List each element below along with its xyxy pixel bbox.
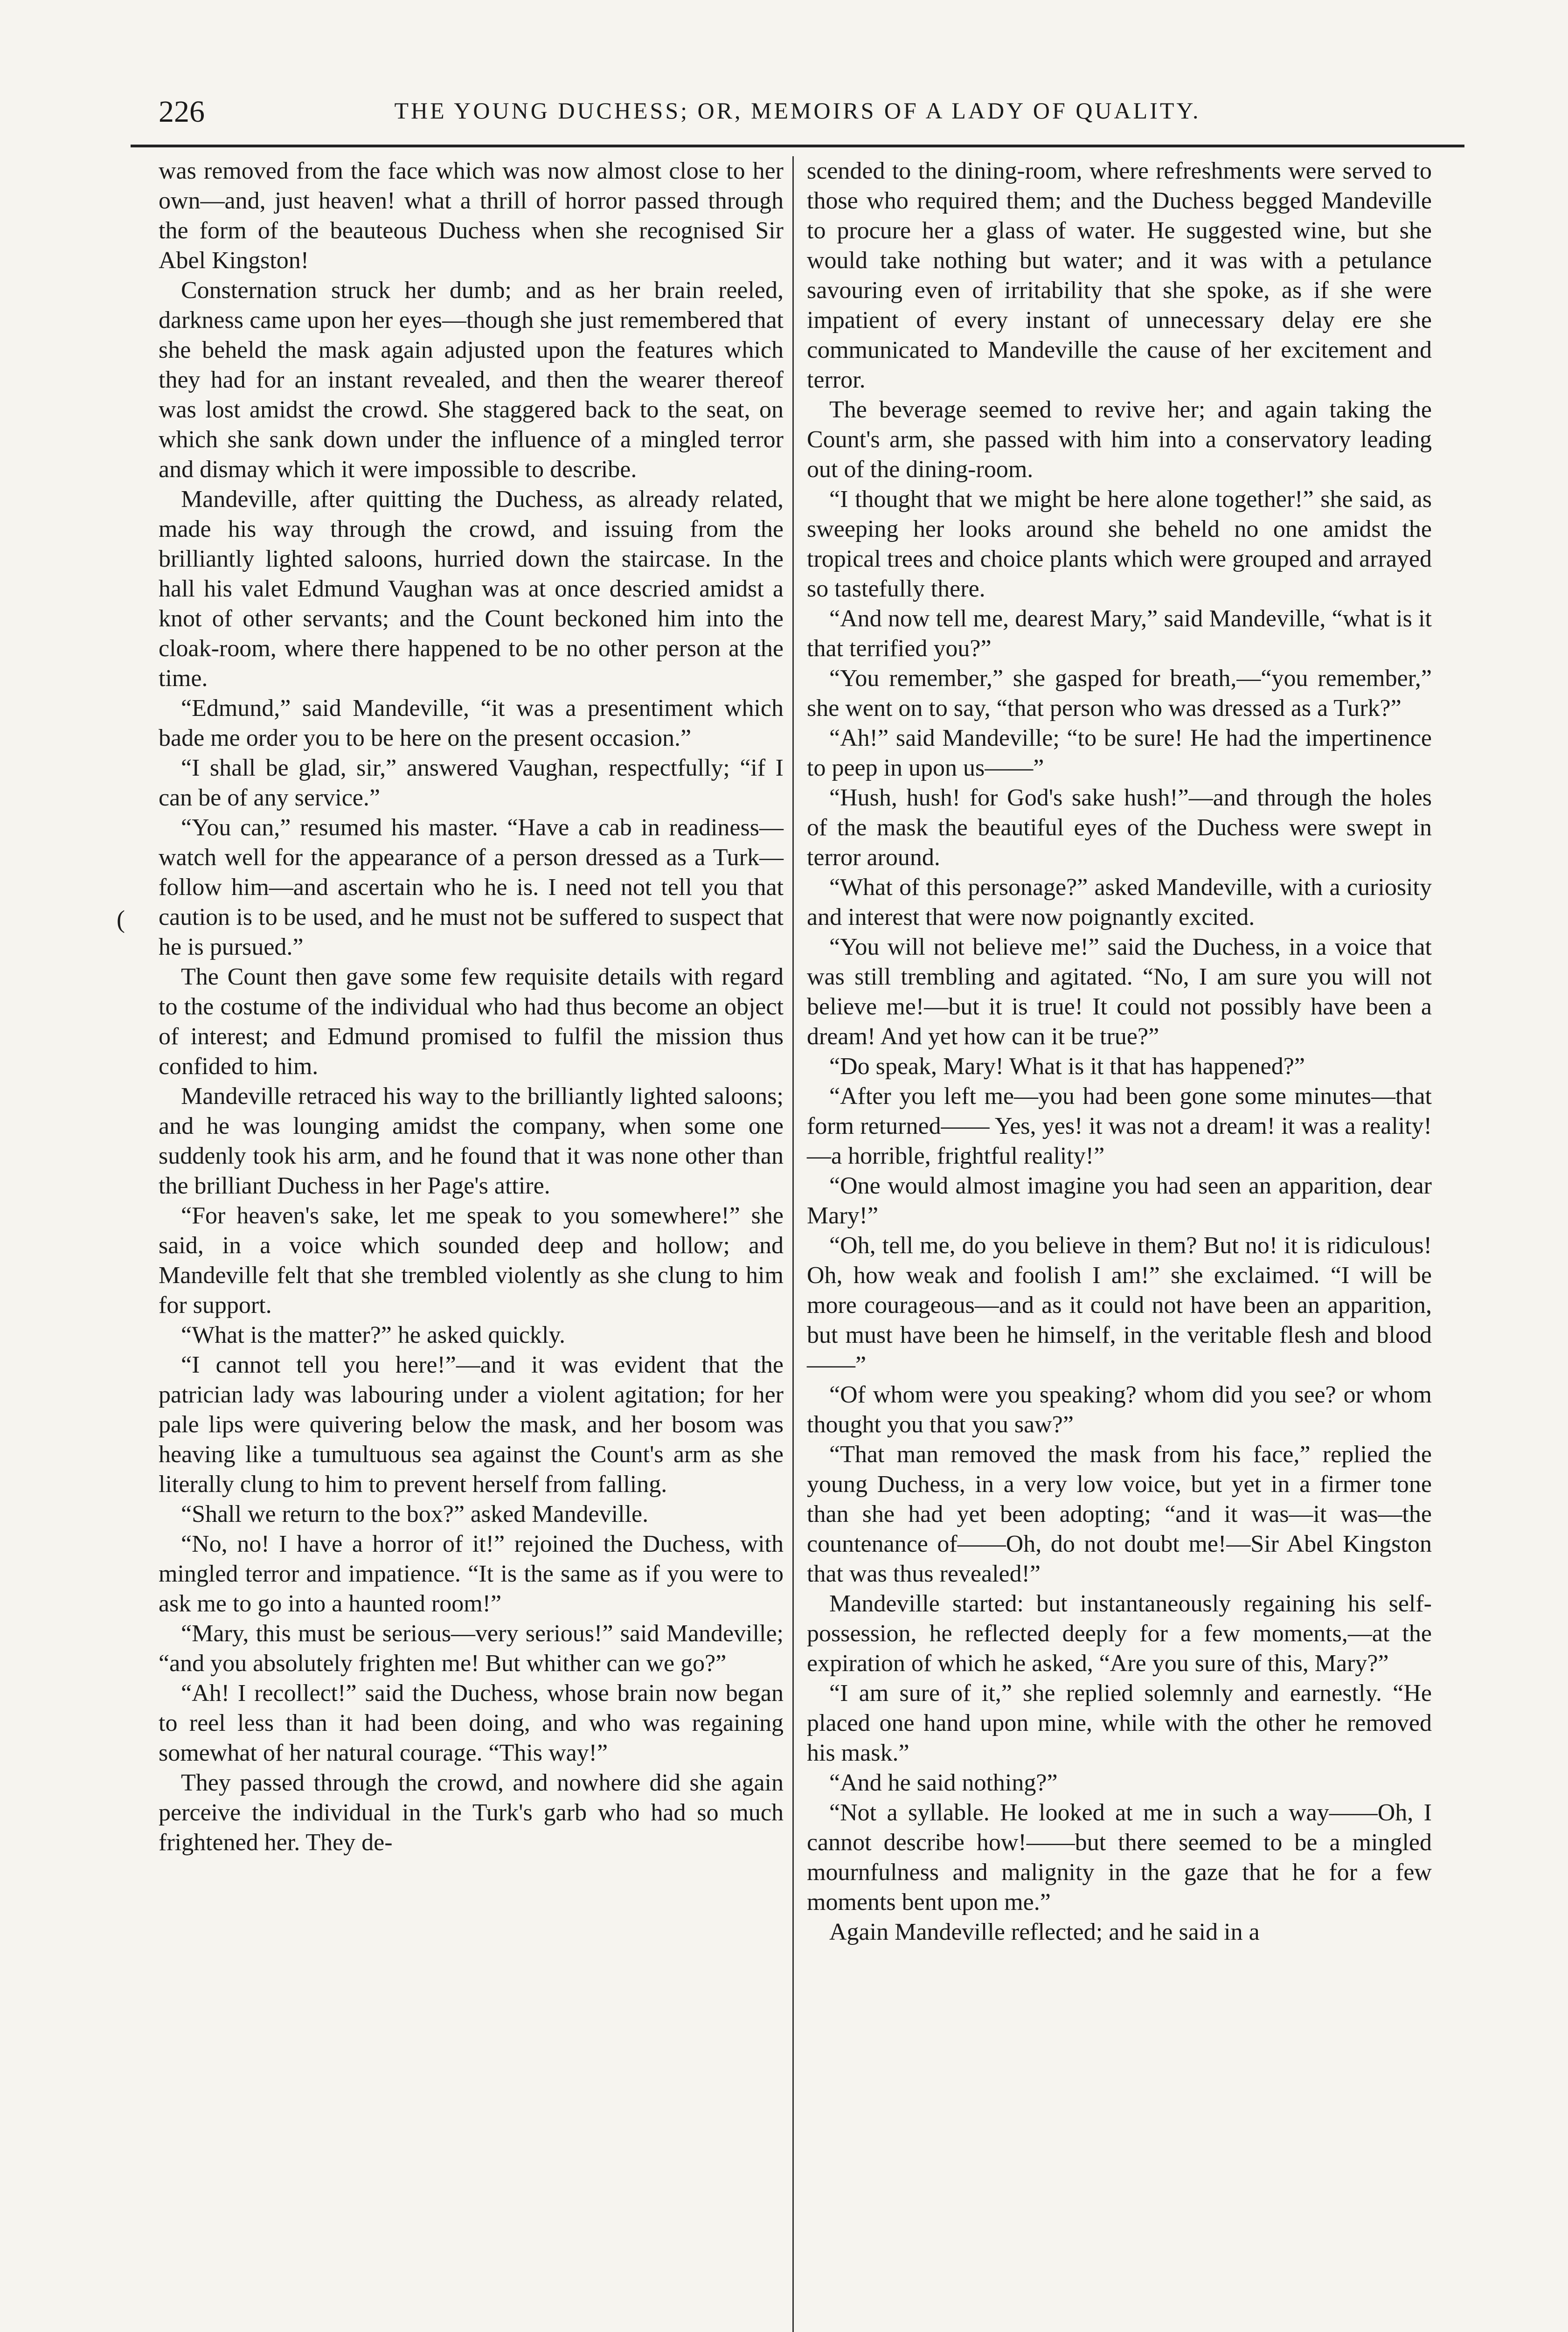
paragraph: “Edmund,” said Mandeville, “it was a presentiment which bade me order you to be here on the present occasion.” (159, 695, 784, 751)
paragraph: “Ah! I recollect!” said the Duchess, whose brain now began to reel less than it had been doing, and who was regaining somewhat of her natural courage. “This way!” (159, 1680, 784, 1766)
paragraph: “I am sure of it,” she replied solemnly and earnestly. “He placed one hand upon mine, while with the other he removed his mask.” (807, 1680, 1432, 1766)
paragraph: The beverage seemed to revive her; and again taking the Count's arm, she passed with him into a conservatory leading out of the dining-room. (807, 396, 1432, 483)
paragraph: “You remember,” she gasped for breath,—“you remember,” she went on to say, “that person who was dressed as a Turk?” (807, 665, 1432, 722)
paragraph: “For heaven's sake, let me speak to you somewhere!” she said, in a voice which sounded deep and hollow; and Mandeville felt that she trembled violently as she clung to him for support. (159, 1202, 784, 1319)
left-column (159, 156, 784, 1858)
paragraph: “Do speak, Mary! What is it that has happened?” (829, 1053, 1305, 1080)
margin-mark: ( (117, 905, 125, 933)
paragraph: “I cannot tell you here!”—and it was evident that the patrician lady was labouring under a violent agitation; for her pale lips were quivering below the mask, and her bosom was heaving like a tumultuous sea against the Count's arm as she literally clung to him to prevent herself from falling. (159, 1352, 784, 1498)
paragraph: Mandeville started: but instantaneously regaining his self-possession, he reflected deeply for a few moments,—at the expiration of which he asked, “Are you sure of this, Mary?” (807, 1590, 1432, 1677)
paragraph: Again Mandeville reflected; and he said in a (829, 1919, 1260, 1945)
paragraph: “What of this personage?” asked Mandeville, with a curiosity and interest that were now poignantly excited. (807, 874, 1432, 930)
paragraph: “Oh, tell me, do you believe in them? But no! it is ridiculous! Oh, how weak and foolish I am!” she exclaimed. “I will be more courageous—and as it could not have been an apparition, but must have been he himself, in the veritable flesh and blood——” (807, 1232, 1432, 1378)
paragraph: Mandeville retraced his way to the brilliantly lighted saloons; and he was lounging amidst the company, when some one suddenly took his arm, and he found that it was none other than the brilliant Duchess in her Page's attire. (159, 1083, 784, 1199)
paragraph: “I thought that we might be here alone together!” she said, as sweeping her looks around she beheld no one amidst the tropical trees and choice plants which were grouped and arrayed so tastefully there. (807, 486, 1432, 602)
paragraph: “That man removed the mask from his face,” replied the young Duchess, in a very low voice, but yet in a firmer tone than she had yet been adopting; “and it was—it was—the countenance of——Oh, do not doubt me!—Sir Abel Kingston that was thus revealed!” (807, 1441, 1432, 1587)
paragraph: “I shall be glad, sir,” answered Vaughan, respectfully; “if I can be of any service.” (159, 755, 784, 811)
paragraph: Consternation struck her dumb; and as her brain reeled, darkness came upon her eyes—though she just remembered that she beheld the mask again adjusted upon the features which they had for an instant revealed, and then the wearer thereof was lost amidst the crowd. She staggered back to the seat, on which she sank down under the influence of a mingled terror and dismay which it were impossible to describe. (159, 277, 784, 483)
paragraph: was removed from the face which was now almost close to her own—and, just heaven! what a thrill of horror passed through the form of the beauteous Duchess when she recognised Sir Abel Kingston! (159, 158, 784, 274)
paragraph: “Of whom were you speaking? whom did you see? or whom thought you that you saw?” (807, 1381, 1432, 1438)
page-number: 226 (159, 95, 205, 129)
paragraph: “What is the matter?” he asked quickly. (181, 1322, 565, 1348)
paragraph: The Count then gave some few requisite details with regard to the costume of the individual who had thus become an object of interest; and Edmund promised to fulfil the mission thus confided to him. (159, 964, 784, 1080)
book-page (117, 70, 1464, 2332)
paragraph: “Hush, hush! for God's sake hush!”—and through the holes of the mask the beautiful eyes of the Duchess were swept in terror around. (807, 784, 1432, 871)
running-title: THE YOUNG DUCHESS; OR, MEMOIRS OF A LADY OF QUALITY. (394, 97, 1201, 124)
paragraph: Mandeville, after quitting the Duchess, as already related, made his way through the crowd, and issuing from the brilliantly lighted saloons, hurried down the staircase. In the hall his valet Edmund Vaughan was at once descried amidst a knot of other servants; and the Count beckoned him into the cloak-room, where there happened to be no other person at the time. (159, 486, 784, 692)
paragraph: “No, no! I have a horror of it!” rejoined the Duchess, with mingled terror and impatience. “It is the same as if you were to ask me to go into a haunted room!” (159, 1531, 784, 1617)
paragraph: “And he said nothing?” (829, 1770, 1058, 1796)
paragraph: “One would almost imagine you had seen an apparition, dear Mary!” (807, 1173, 1432, 1229)
paragraph: scended to the dining-room, where refreshments were served to those who required them; and the Duchess begged Mandeville to procure her a glass of water. He suggested wine, but she would take nothing but water; and it was with a petulance savouring even of irritability that she spoke, as if she were impatient of every instant of unnecessary delay ere she communicated to Mandeville the cause of her excitement and terror. (807, 158, 1432, 393)
right-column (807, 156, 1432, 1947)
paragraph: “Shall we return to the box?” asked Mandeville. (181, 1501, 649, 1527)
paragraph: “Mary, this must be serious—very serious!” said Mandeville; “and you absolutely frighten me! But whither can we go?” (159, 1620, 784, 1677)
paragraph: “Ah!” said Mandeville; “to be sure! He had the impertinence to peep in upon us——” (807, 725, 1432, 781)
paragraph: “You can,” resumed his master. “Have a cab in readiness—watch well for the appearance of a person dressed as a Turk—follow him—and ascertain who he is. I need not tell you that caution is to be used, and he must not be suffered to suspect that he is pursued.” (159, 814, 784, 960)
paragraph: “Not a syllable. He looked at me in such a way——Oh, I cannot describe how!——but there seemed to be a mingled mournfulness and malignity in the gaze that he for a few moments bent upon me.” (807, 1799, 1432, 1916)
column-divider (792, 156, 794, 2332)
paragraph: “After you left me—you had been gone some minutes—that form returned—— Yes, yes! it was not a dream! it was a reality!—a horrible, frightful reality!” (807, 1083, 1432, 1169)
paragraph: “You will not believe me!” said the Duchess, in a voice that was still trembling and agitated. “No, I am sure you will not believe me!—but it is true! It could not possibly have been a dream! And yet how can it be true?” (807, 934, 1432, 1050)
page-header (131, 70, 1464, 147)
paragraph: They passed through the crowd, and nowhere did she again perceive the individual in the Turk's garb who had so much frightened her. They de- (159, 1770, 784, 1856)
paragraph: “And now tell me, dearest Mary,” said Mandeville, “what is it that terrified you?” (807, 605, 1432, 662)
